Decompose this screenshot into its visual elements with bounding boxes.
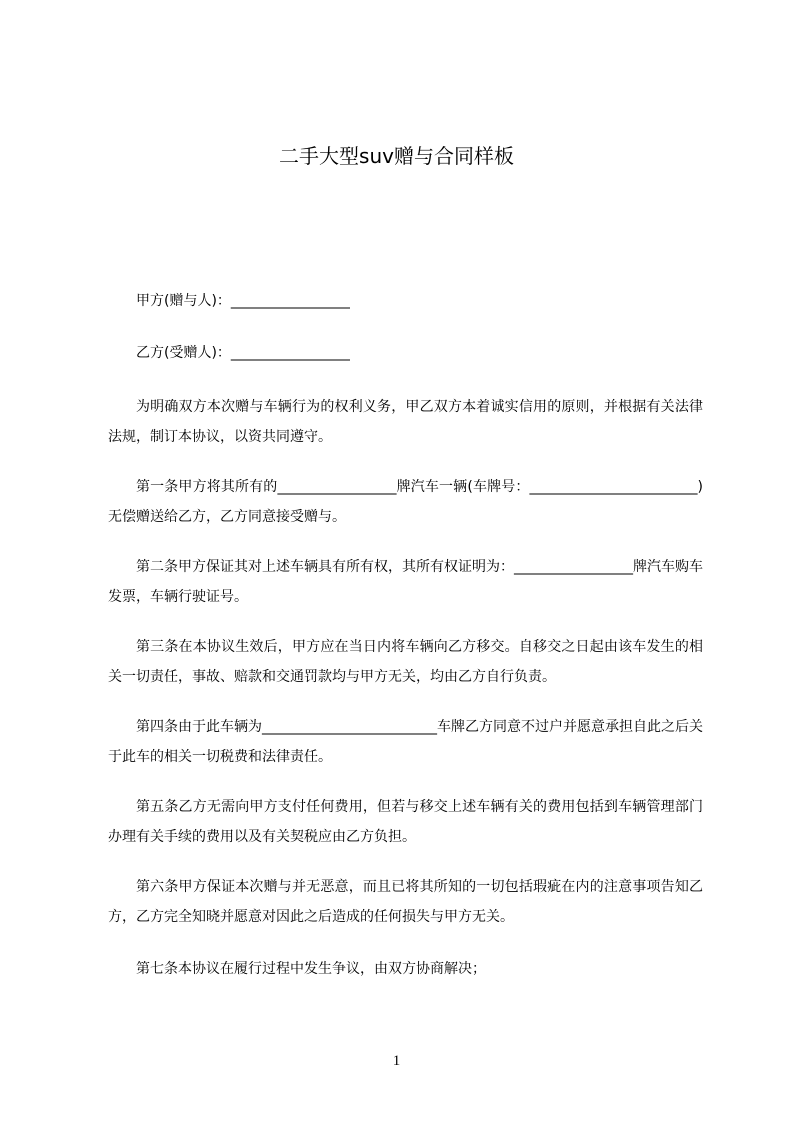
preamble-paragraph: 为明确双方本次赠与车辆行为的权利义务，甲乙双方本着诚实信用的原则，并根据有关法律法规，制订本协议，以资共同遵守。 xyxy=(108,399,703,445)
article-6-paragraph: 第六条甲方保证本次赠与并无恶意，而且已将其所知的一切包括瑕疵在内的注意事项告知乙方，乙方完全知晓并愿意对因此之后造成的任何损失与甲方无关。 xyxy=(108,879,703,925)
article-7-paragraph: 第七条本协议在履行过程中发生争议，由双方协商解决； xyxy=(136,961,486,977)
article-4-paragraph: 第四条由于此车辆为_________________________车牌乙方同意不过户并愿意承担自此之后关于此车的相关一切税费和法律责任。 xyxy=(108,719,703,765)
article-3-paragraph: 第三条在本协议生效后，甲方应在当日内将车辆向乙方移交。自移交之日起由该车发生的相关一切责任，事故、赔款和交通罚款均与甲方无关，均由乙方自行负责。 xyxy=(108,639,703,685)
party-b-line: 乙方(受赠人)：_________________ xyxy=(136,345,350,361)
article-5-paragraph: 第五条乙方无需向甲方支付任何费用，但若与移交上述车辆有关的费用包括到车辆管理部门办理有关手续的费用以及有关契税应由乙方负担。 xyxy=(108,799,703,845)
article-2-paragraph: 第二条甲方保证其对上述车辆具有所有权，其所有权证明为：_________________牌汽车购车发票，车辆行驶证号。 xyxy=(108,559,703,605)
document-title: 二手大型suv赠与合同样板 xyxy=(279,144,514,168)
article-1-paragraph: 第一条甲方将其所有的_________________牌汽车一辆(车牌号：________________________)无偿赠送给乙方，乙方同意接受赠与。 xyxy=(108,479,703,525)
page-number: 1 xyxy=(392,1053,401,1069)
party-a-line: 甲方(赠与人)：_________________ xyxy=(136,293,350,309)
